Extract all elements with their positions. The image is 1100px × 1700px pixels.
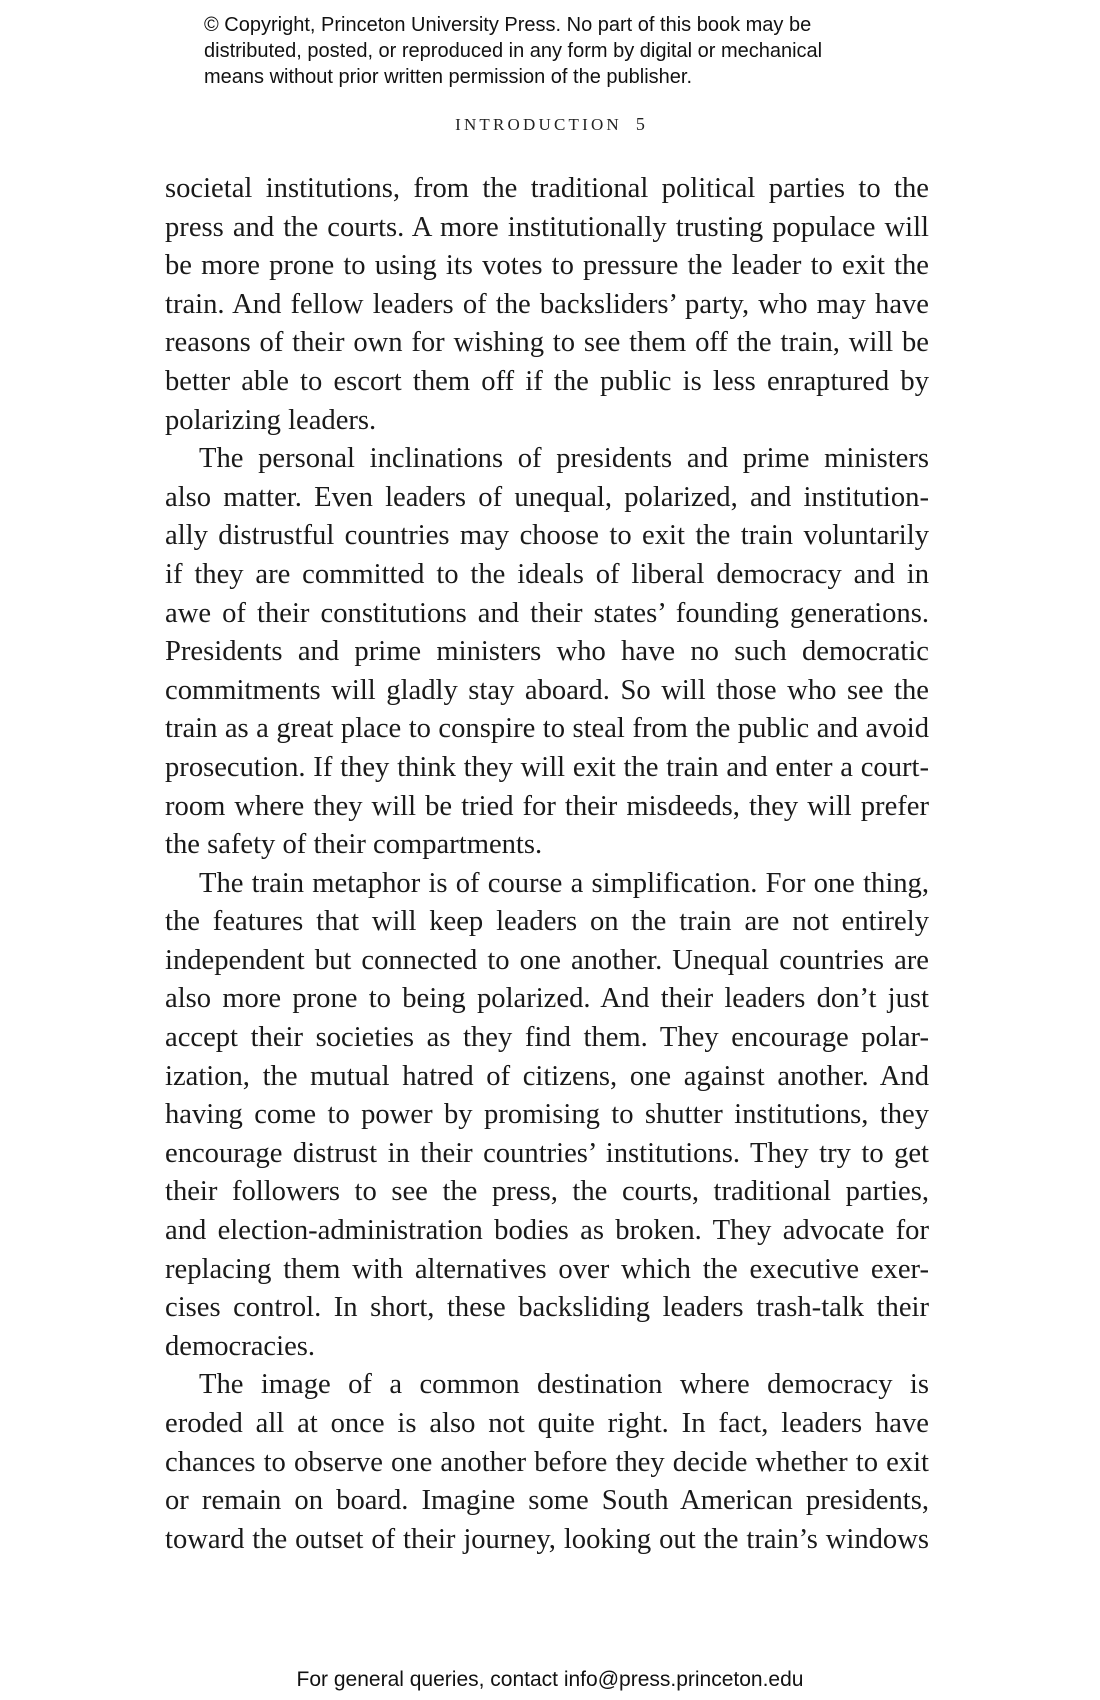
running-head [0,114,1100,135]
text-line: their followers to see the press, the courts, traditional parties, [165,1176,929,1208]
paragraph [165,1366,929,1559]
paragraph [165,440,929,865]
copyright-notice [204,12,924,90]
text-line: awe of their constitutions and their states’ founding generations. [165,597,929,629]
text-line: prosecution. If they think they will exit the train and enter a court- [165,751,929,783]
text-line: better able to escort them off if the public is less enraptured by [165,365,929,397]
text-line: room where they will be tried for their misdeeds, they will prefer [165,790,929,822]
copyright-line: distributed, posted, or reproduced in any form by digital or mechanical [204,40,823,62]
text-line: also matter. Even leaders of unequal, polarized, and institution- [165,481,929,513]
footer-contact: For general queries, contact info@press.princeton.edu [296,1668,804,1691]
text-line: train. And fellow leaders of the backsliders’ party, who may have [165,288,929,320]
text-line: accept their societies as they find them. They encourage polar- [165,1022,929,1054]
text-line: press and the courts. A more institutionally trusting populace will [165,211,929,243]
text-line: cises control. In short, these backsliding leaders trash-talk their [165,1292,929,1324]
text-line: commitments will gladly stay aboard. So will those who see the [165,674,929,706]
text-line: and election-administration bodies as broken. They advocate for [165,1215,929,1247]
text-line: societal institutions, from the traditional political parties to the [165,173,929,204]
text-line: be more prone to using its votes to pressure the leader to exit the [165,250,929,282]
copyright-line: © Copyright, Princeton University Press. No part of this book may be [204,14,812,36]
text-line: The image of a common destination where democracy is [199,1369,929,1401]
text-line: ization, the mutual hatred of citizens, one against another. And [165,1060,929,1092]
text-line: reasons of their own for wishing to see them off the train, will be [165,327,929,359]
paragraph [165,170,929,440]
text-line: replacing them with alternatives over which the executive exer- [165,1253,929,1285]
text-line: The train metaphor is of course a simplification. For one thing, [199,867,929,899]
text-line: ally distrustful countries may choose to exit the train voluntarily [165,520,929,552]
text-line: train as a great place to conspire to steal from the public and avoid [165,713,929,745]
text-line: if they are committed to the ideals of liberal democracy and in [165,558,929,590]
text-line: independent but connected to one another. Unequal countries are [165,944,929,976]
text-line: toward the outset of their journey, looking out the train’s windows [165,1523,929,1555]
text-line: having come to power by promising to shutter institutions, they [165,1099,929,1131]
copyright-line: means without prior written permission of the publisher. [204,66,693,88]
text-line: the safety of their compartments. [165,829,543,861]
text-line: the features that will keep leaders on the train are not entirely [165,906,929,938]
text-line: or remain on board. Imagine some South American presidents, [165,1485,929,1517]
text-line: encourage distrust in their countries’ institutions. They try to get [165,1137,929,1169]
text-line: democracies. [165,1330,316,1362]
text-line: Presidents and prime ministers who have no such democratic [165,636,929,668]
body-text [165,170,929,1559]
paragraph [165,865,929,1367]
text-line: also more prone to being polarized. And their leaders don’t just [165,983,929,1015]
text-line: The personal inclinations of presidents and prime ministers [199,443,929,475]
text-line: eroded all at once is also not quite right. In fact, leaders have [165,1408,929,1439]
page-number: 5 [635,114,645,134]
text-line: polarizing leaders. [165,404,377,436]
running-head-title: INTRODUCTION [455,115,622,134]
text-line: chances to observe one another before they decide whether to exit [165,1446,929,1478]
